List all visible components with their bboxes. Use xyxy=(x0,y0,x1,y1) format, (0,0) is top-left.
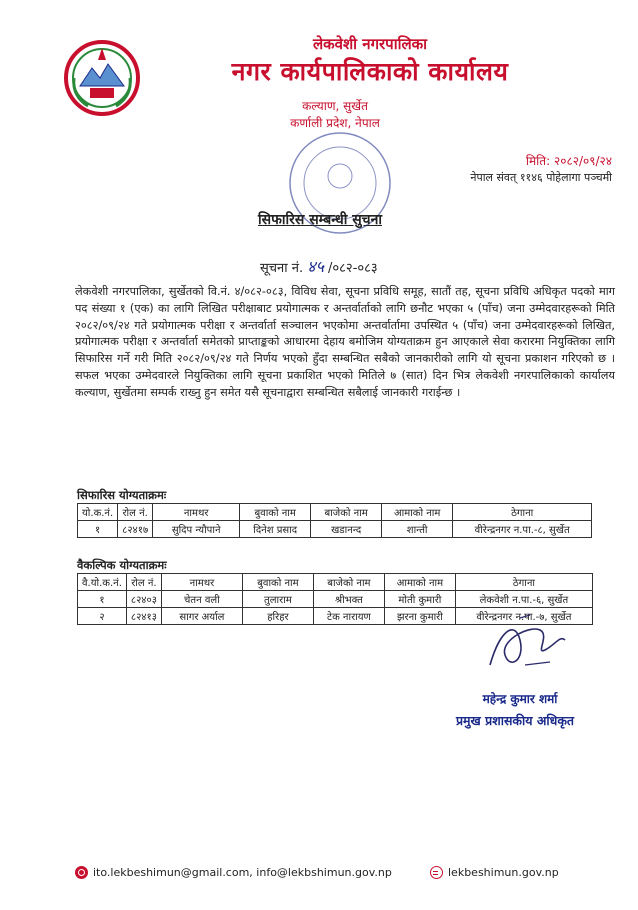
notice-body: लेकवेशी नगरपालिका, सुर्खेतको वि.नं. ४/०८२-०८३, विविध सेवा, सूचना प्रविधि समूह, सातौं तह, सूचना प्रविधि अधिकृत पदको माग पद संख्या १ (एक) का लागि लिखित परीक्षाबाट प्रयोगात्मक र अन्तर्वार्ताको लागि छनौट भएका ५ (पाँच) जना उम्मेदवारहरूको मिति २०८२/०९/२४ गते प्रयोगात्मक परीक्षा र अन्तर्वार्ता सञ्चालन भएकोमा अन्तर्वार्तामा उपस्थित ५ (पाँच) जना उम्मेदवारहरूको लिखित, प्रयोगात्मक परीक्षा र अन्तर्वार्ता समेतको प्राप्ताङ्कको आधारमा देहाय बमोजिम योग्यताक्रम हुन आएकाले सेवा करारमा नियुक्तिका लागि सिफारिस गर्ने गरी मिति २०८२/०९/२४ गते निर्णय भएको हुँदा सम्बन्धित सबैको जानकारीको लागि यो सूचना प्रकाशन गरिएको छ । सफल भएका उम्मेदवारले नियुक्तिका लागि सूचना प्रकाशित भएको मितिले ७ (सात) दिन भित्र लेकवेशी नगरपालिकाको कार्यालय कल्याण, सुर्खेतमा सम्पर्क राख्नु हुन समेत यसै सूचनाद्वारा सम्बन्धित सबैलाई जानकारी गराईन्छ । xyxy=(75,285,615,399)
table-cell: चेतन वली xyxy=(161,591,242,608)
column-header: आमाको नाम xyxy=(384,574,455,591)
footer-email-text[interactable]: ito.lekbeshimun@gmail.com, info@lekbshimun.gov.np xyxy=(93,866,392,879)
column-header: रोल नं. xyxy=(118,504,153,521)
column-header: ठेगाना xyxy=(453,504,592,521)
table-cell: सागर अर्याल xyxy=(161,608,242,625)
table-header-row xyxy=(78,574,593,591)
notice-number xyxy=(260,255,460,277)
table-row xyxy=(78,521,592,538)
column-header: बुवाको नाम xyxy=(242,574,313,591)
table-cell: वीरेन्द्रनगर न.पा.-७, सुर्खेत xyxy=(455,608,592,625)
column-header: बाजेको नाम xyxy=(313,574,384,591)
table-cell: शान्ती xyxy=(382,521,453,538)
notice-title: सिफारिस सम्बन्धी सुचना xyxy=(258,212,382,228)
column-header: नामथर xyxy=(161,574,242,591)
table-row xyxy=(78,591,593,608)
column-header: यो.क.नं. xyxy=(78,504,118,521)
municipality-name: लेकवेशी नगरपालिका xyxy=(312,35,428,53)
footer-website-text[interactable]: lekbeshimun.gov.np xyxy=(448,866,559,879)
table-cell: २ xyxy=(78,608,127,625)
recommended-table xyxy=(77,503,592,538)
signatory-name: महेन्द्र कुमार शर्मा xyxy=(482,692,558,706)
alternate-label: वैकल्पिक योग्यताक्रमः xyxy=(77,558,167,572)
municipality-emblem-icon xyxy=(62,38,142,118)
table-cell: टेक नारायण xyxy=(313,608,384,625)
column-header: बुवाको नाम xyxy=(240,504,311,521)
footer-emails xyxy=(75,866,392,879)
table-cell: हरिहर xyxy=(242,608,313,625)
notice-number-suffix: /०८२-०८३ xyxy=(328,261,378,276)
table-cell: १ xyxy=(78,591,127,608)
column-header: नामथर xyxy=(153,504,240,521)
recommended-section xyxy=(77,488,617,538)
table-header-row xyxy=(78,504,592,521)
table-cell: सुदिप न्यौपाने xyxy=(153,521,240,538)
nepal-sambat-line: नेपाल संवत् ११४६ पोहेलागा पञ्चमी xyxy=(470,171,612,184)
signatory-title: प्रमुख प्रशासकीय अधिकृत xyxy=(455,713,575,728)
address-line-1: कल्याण, सुर्खेत xyxy=(302,99,368,113)
table-cell: झरना कुमारी xyxy=(384,608,455,625)
address-line-2: कर्णाली प्रदेश, नेपाल xyxy=(290,116,380,130)
table-cell: ८२४१७ xyxy=(118,521,153,538)
signature-icon xyxy=(470,610,580,680)
email-icon xyxy=(75,866,88,879)
column-header: ठेगाना xyxy=(455,574,592,591)
table-cell: वीरेन्द्रनगर न.पा.-८, सुर्खेत xyxy=(453,521,592,538)
table-cell: दिनेश प्रसाद xyxy=(240,521,311,538)
column-header: आमाको नाम xyxy=(382,504,453,521)
table-cell: तुलाराम xyxy=(242,591,313,608)
footer-website xyxy=(430,866,559,879)
column-header: बाजेको नाम xyxy=(311,504,382,521)
date-line: मिति: २०८२/०९/२४ xyxy=(525,154,612,168)
table-cell: लेकवेशी न.पा.-६, सुर्खेत xyxy=(455,591,592,608)
column-header: वै.यो.क.नं. xyxy=(78,574,127,591)
table-cell: १ xyxy=(78,521,118,538)
globe-icon xyxy=(430,866,443,879)
notice-number-handwritten: ४५ xyxy=(307,257,324,276)
table-cell: श्रीभक्त xyxy=(313,591,384,608)
table-cell: ८२४१३ xyxy=(126,608,161,625)
office-title: नगर कार्यपालिकाको कार्यालय xyxy=(231,57,509,86)
table-cell: ८२४०३ xyxy=(126,591,161,608)
table-cell: खडानन्द xyxy=(311,521,382,538)
table-cell: मोती कुमारी xyxy=(384,591,455,608)
recommended-label: सिफारिस योग्यताक्रमः xyxy=(77,488,167,502)
column-header: रोल नं. xyxy=(126,574,161,591)
notice-number-label: सूचना नं. xyxy=(260,261,304,276)
